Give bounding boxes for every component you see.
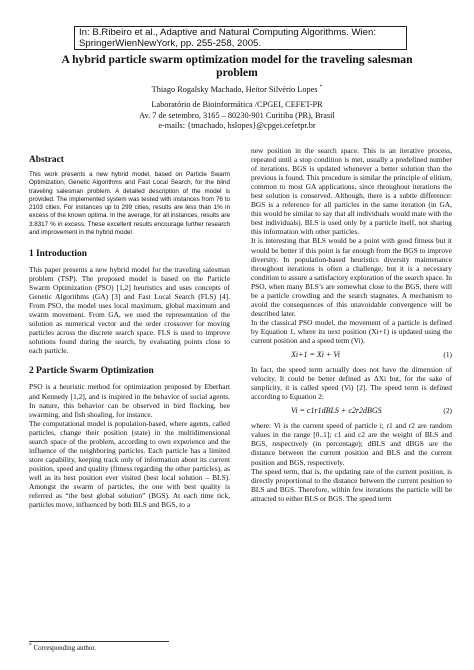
abstract-text: This work presents a new hybrid model, based on Particle Swarm Optimization, Genetic Algorithms and Fast Local Search, for the blind traveling salesman problem. A detailed description of the model is provided. The implemented system was tested with instances from 76 to 2103 cities. For instances up to 299 cities, results are less than 1% in excess of the known optima. In the average, for all instances, results are 3.8317 % in excess. These excellent results encourage further research and improvement in the hybrid model (29, 171, 230, 236)
intro-text: This paper presents a new hybrid model for the traveling salesman problem (TSP). The proposed model is based on the Particle Swarm Optimization (PSO) [1,2] heuristics and uses concepts of Genetic Algorithms (GA) [3] and Fast Local Search (FLS) [4]. From PSO, the model uses local maximum, global maximum and swarm movement. From GA, we used the representation of the solution as numerical vector and the order crossover for moving particles across the discrete search space. FLS is used to improve solutions found during the search, by evaluating points close to each particle. (29, 265, 230, 356)
author-names-line (40, 85, 434, 95)
author-block (40, 85, 434, 132)
right-column (251, 146, 452, 503)
pso-paragraph-1: PSO is a heuristic method for optimization proposed by Eberhart and Kennedy [1,2], and is inspired in the behavior of social agents. In nature, this behavior can be observed in bird flocking, bee swarming, and fish shoaling, for instance. (29, 382, 230, 419)
right-paragraph-1: new position in the search space. This is an iterative process, repeated until a stop condition is met, usually a predefined number of iterations. BGS is updated whenever a better solution than the previous is found. This procedure is similar the principle of elitism, common to most GA applications, since throughout iterations the best solution is conserved. Although, there is a subtle difference: BGS is a reference for all particles in the same iteration (in GA, this would be similar to say that all individuals would mate with the best individuals). BLS is used only by a particle itself, not sharing this information with other particles. (251, 146, 452, 237)
affiliation-emails: e-mails: {tmachado, hslopes}@cpgei.cefetpr.br (158, 121, 316, 131)
left-column (29, 155, 230, 509)
footnote-mark: * (29, 642, 32, 649)
title-line-2: problem (216, 66, 258, 79)
equation-1-body: Xi+1 = Xi + Vi (291, 350, 340, 360)
equation-2-body: Vi = c1r1dBLS + c2r2dBGS (291, 406, 382, 416)
paper-title (40, 53, 434, 79)
right-paragraph-6: The speed term, that is, the updating rate of the current position, is directly proportional to the distance between the current position to BLS and BGS. Therefore, within few iterations the particle will be attracted to either BLS or BGS. The speed term (251, 466, 452, 503)
equation-1 (251, 345, 452, 365)
footnote-rule (29, 641, 169, 642)
right-paragraph-2: It is interesting that BLS would be a point with good fitness but it would be better if this point is far enough from the BGS to improve diversity. In population-based heuristics diversity maintenance throughout iterations is often a challenge, but it is a necessary condition to assure a satisfactory exploration of the search space. In PSO, when many BLS’s are somewhat close to the BGS, there will be a particle crowding and the search stagnates. A mechanism to avoid the consequences of this unavoidable convergence will be described later. (251, 236, 452, 318)
title-line-1: A hybrid particle swarm optimization model for the traveling salesman (61, 53, 413, 66)
right-paragraph-5: where: Vi is the current speed of particle i; r1 and r2 are random values in the range [0..1]; c1 and c2 are the weight of BLS and BGS, respectively (in percentage); dBLS and dBGS are the distance between the current position and BLS and the current position and BGS, respectively. (251, 421, 452, 467)
affiliation-lab: Laboratório de Bioinformática /CPGEI, CEFET-PR (151, 100, 323, 110)
right-paragraph-4: In fact, the speed term actually does not have the dimension of velocity. It could be better defined as ΔXi but, for the sake of simplicity, it is called speed (Vi) [2]. The speed term is defined according to Equation 2: (251, 365, 452, 402)
affiliation-address: Av. 7 de setembro, 3165 – 80230-901 Curitiba (PR), Brasil (139, 110, 335, 120)
abstract-heading: Abstract (29, 155, 64, 165)
footnote (29, 644, 96, 653)
right-paragraph-3: In the classical PSO model, the movement of a particle is defined by Equation 1, where its next position (Xi+1) is updated using the current position and a speed term (Vi). (251, 317, 452, 345)
equation-2-number: (2) (443, 406, 452, 416)
pso-paragraph-2: The computational model is population-based, where agents, called particles, change their position (state) in the multidimensional search space of the problem, according to own experience and the influence of the neighboring particles. Each particle has a limited store capability, keeping track only of information about its current position, speed and quality (fitness regarding the other particles), as well as its best position ever visited (best local solution – BLS). Amongst the swarm of particles, the one with best quality is referred as “the best global solution” (BGS). At each time tick, particles move, influenced by both BLS and BGS, to a (29, 418, 230, 510)
citation-box (74, 26, 407, 50)
citation-line-2: SpringerWienNewYork, pp. 255-258, 2005. (79, 37, 262, 49)
pso-heading: 2 Particle Swarm Optimization (29, 366, 154, 377)
citation-line-1: In: B.Ribeiro et al., Adaptive and Natural Computing Algorithms. Wien: (79, 27, 377, 38)
author-names: Thiago Rogalsky Machado, Heitor Silvério Lopes (151, 85, 318, 94)
footnote-text: Corresponding author. (33, 644, 97, 652)
intro-heading: 1 Introduction (29, 249, 87, 259)
equation-2 (251, 401, 452, 421)
author-footnote-mark: * (319, 84, 323, 91)
equation-1-number: (1) (443, 350, 452, 360)
